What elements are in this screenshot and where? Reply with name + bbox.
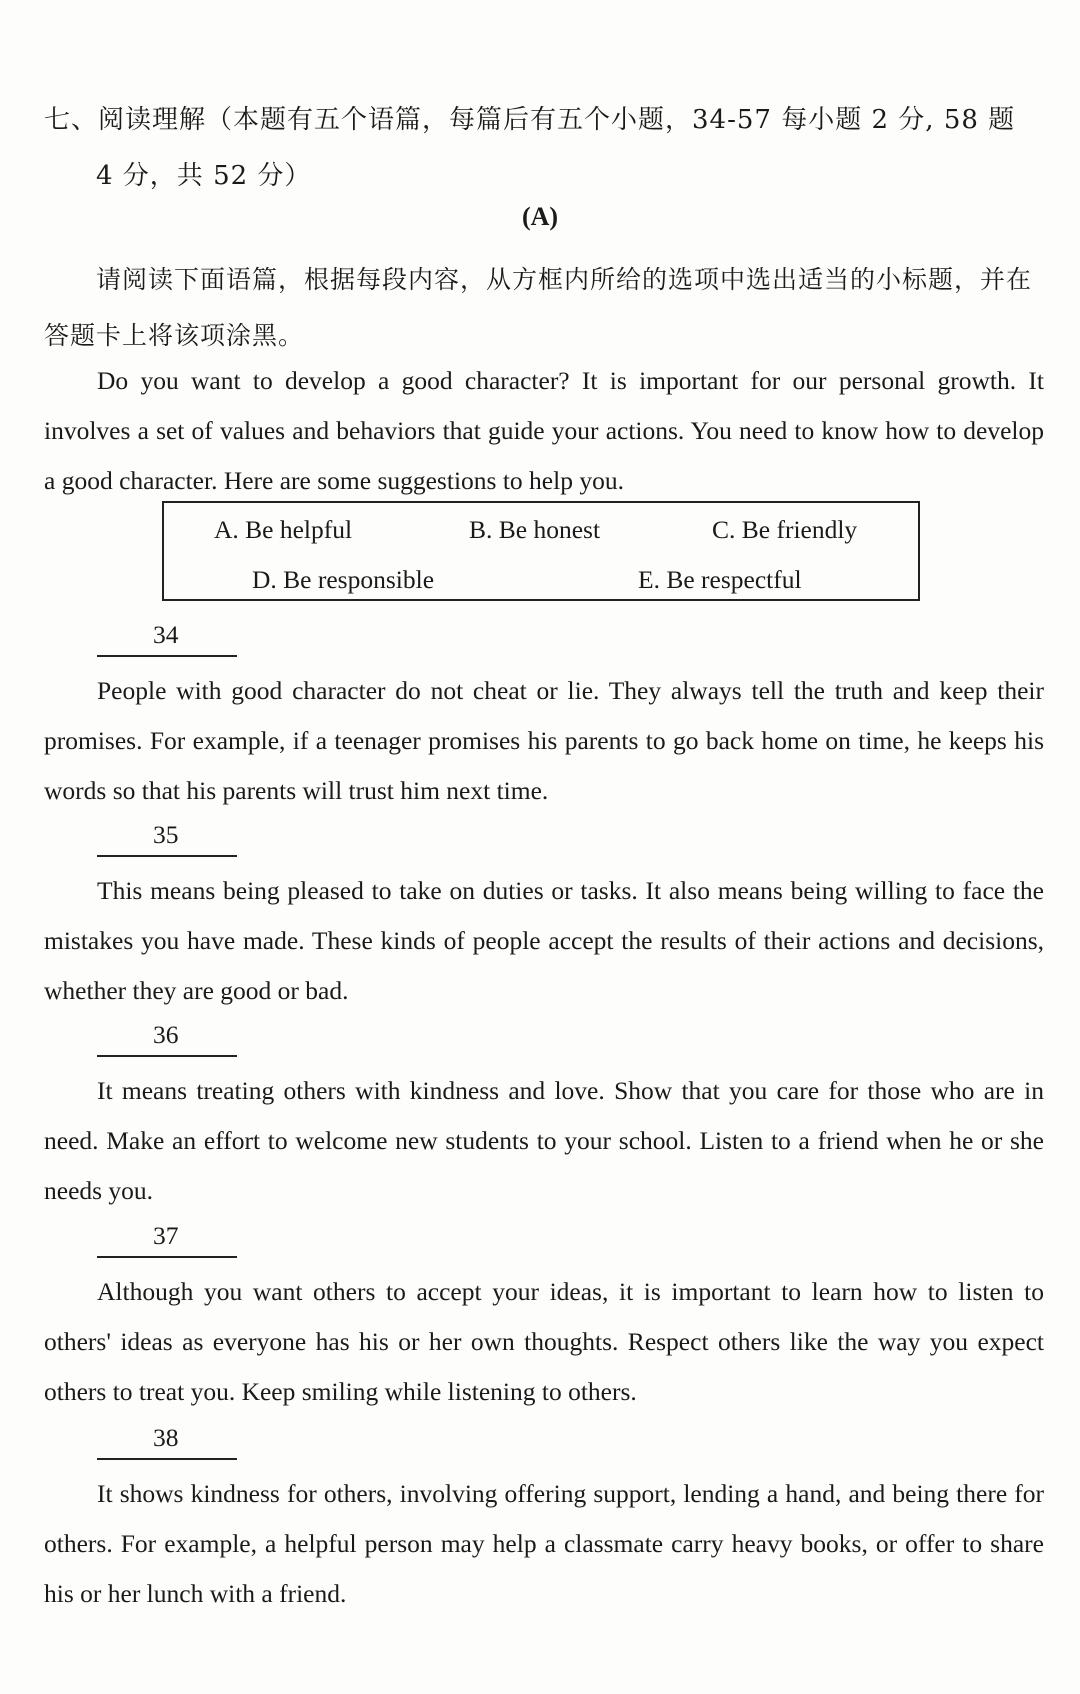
option-a: A. Be helpful xyxy=(214,515,353,544)
question-paragraph: It means treating others with kindness and love. Show that you care for those who are in need. Make an effort to welcome new students to your school. Listen to a friend when he or she needs you. xyxy=(44,1076,1044,1205)
question-number: 38 xyxy=(153,1423,179,1452)
answer-blank[interactable] xyxy=(97,1015,237,1057)
part-label: (A) xyxy=(521,202,559,231)
options-box xyxy=(162,501,920,601)
section-heading-line1: 七、阅读理解（本题有五个语篇，每篇后有五个小题，34-57 每小题 2 分, 58 题 xyxy=(44,105,1016,135)
option-d: D. Be responsible xyxy=(252,565,435,594)
answer-blank[interactable] xyxy=(97,815,237,857)
answer-blank[interactable] xyxy=(97,615,237,657)
answer-blank[interactable] xyxy=(97,1216,237,1258)
section-heading xyxy=(44,92,1044,204)
question-paragraph: This means being pleased to take on duties or tasks. It also means being willing to face the mistakes you have made. These kinds of people accept the results of their actions and decisions, whether they are good or bad. xyxy=(44,876,1044,1005)
option-c: C. Be friendly xyxy=(712,515,858,544)
option-b: B. Be honest xyxy=(469,515,601,544)
question-number: 37 xyxy=(153,1221,179,1250)
section-heading-line2: 4 分，共 52 分） xyxy=(96,161,312,191)
question-paragraph: Although you want others to accept your ideas, it is important to learn how to listen to others' ideas as everyone has his or her own thoughts. Respect others like the way you expect others to treat you. Keep smiling while listening to others. xyxy=(44,1277,1044,1406)
question-paragraph: It shows kindness for others, involving offering support, lending a hand, and being there for others. For example, a helpful person may help a classmate carry heavy books, or offer to share his or her lunch with a friend. xyxy=(44,1479,1044,1608)
question-paragraph: People with good character do not cheat or lie. They always tell the truth and keep their promises. For example, if a teenager promises his parents to go back home on time, he keeps his words so that his parents will trust him next time. xyxy=(44,676,1044,805)
question-number: 35 xyxy=(153,820,179,849)
instructions: 请阅读下面语篇，根据每段内容，从方框内所给的选项中选出适当的小标题，并在答题卡上将该项涂黑。 xyxy=(44,265,1033,350)
answer-blank[interactable] xyxy=(97,1418,237,1460)
intro-paragraph: Do you want to develop a good character? It is important for our personal growth. It involves a set of values and behaviors that guide your actions. You need to know how to develop a good character. Here are some suggestions to help you. xyxy=(44,366,1044,495)
question-number: 36 xyxy=(153,1020,179,1049)
question-number: 34 xyxy=(153,620,179,649)
option-e: E. Be respectful xyxy=(638,565,802,594)
